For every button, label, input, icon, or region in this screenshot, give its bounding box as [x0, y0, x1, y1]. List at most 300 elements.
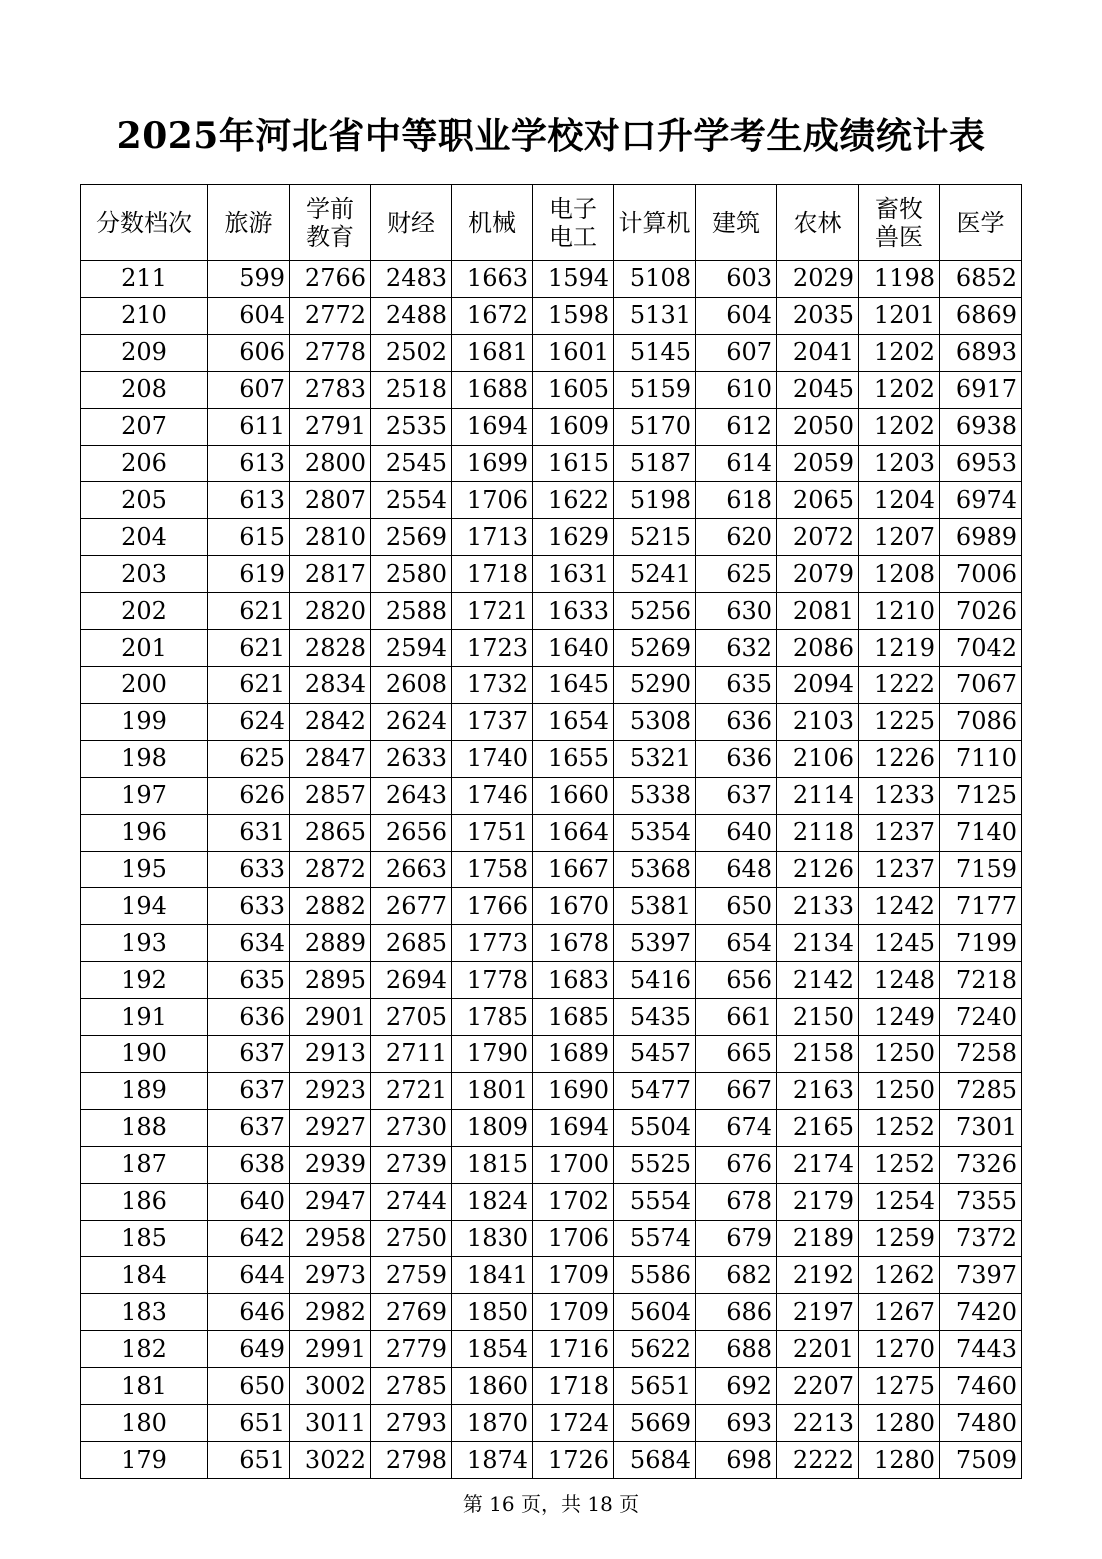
- count-cell: 1718: [452, 556, 533, 593]
- count-cell: 678: [696, 1183, 777, 1220]
- count-cell: 7355: [940, 1183, 1022, 1220]
- count-cell: 1609: [533, 408, 614, 445]
- score-level-cell: 210: [81, 297, 208, 334]
- count-cell: 2820: [290, 593, 371, 630]
- count-cell: 1801: [452, 1072, 533, 1109]
- score-level-cell: 196: [81, 814, 208, 851]
- table-row: [81, 371, 1022, 408]
- count-cell: 2991: [290, 1331, 371, 1368]
- count-cell: 1870: [452, 1405, 533, 1442]
- count-cell: 2050: [777, 408, 859, 445]
- count-cell: 2554: [371, 482, 452, 519]
- page-title: 2025年河北省中等职业学校对口升学考生成绩统计表: [116, 115, 986, 157]
- count-cell: 3011: [290, 1405, 371, 1442]
- score-level-cell: 202: [81, 593, 208, 630]
- table-row: [81, 556, 1022, 593]
- score-level-cell: 181: [81, 1368, 208, 1405]
- count-cell: 650: [696, 888, 777, 925]
- count-cell: 1688: [452, 371, 533, 408]
- count-cell: 682: [696, 1257, 777, 1294]
- table-row: [81, 999, 1022, 1036]
- count-cell: 2094: [777, 666, 859, 703]
- table-row: [81, 1331, 1022, 1368]
- count-cell: 1694: [452, 408, 533, 445]
- count-cell: 1726: [533, 1442, 614, 1479]
- count-cell: 1245: [859, 925, 940, 962]
- score-level-cell: 208: [81, 371, 208, 408]
- count-cell: 2739: [371, 1146, 452, 1183]
- count-cell: 638: [208, 1146, 290, 1183]
- count-cell: 2624: [371, 703, 452, 740]
- count-cell: 2939: [290, 1146, 371, 1183]
- count-cell: 2035: [777, 297, 859, 334]
- table-row: [81, 445, 1022, 482]
- column-header-architecture: 建筑: [696, 185, 777, 261]
- count-cell: 1841: [452, 1257, 533, 1294]
- count-cell: 642: [208, 1220, 290, 1257]
- score-level-cell: 185: [81, 1220, 208, 1257]
- count-cell: 2847: [290, 740, 371, 777]
- count-cell: 674: [696, 1109, 777, 1146]
- count-cell: 651: [208, 1442, 290, 1479]
- count-cell: 2772: [290, 297, 371, 334]
- count-cell: 1824: [452, 1183, 533, 1220]
- count-cell: 7177: [940, 888, 1022, 925]
- count-cell: 2114: [777, 777, 859, 814]
- count-cell: 692: [696, 1368, 777, 1405]
- count-cell: 7042: [940, 630, 1022, 667]
- count-cell: 5684: [614, 1442, 696, 1479]
- count-cell: 2958: [290, 1220, 371, 1257]
- score-level-cell: 191: [81, 999, 208, 1036]
- column-header-tourism: 旅游: [208, 185, 290, 261]
- count-cell: 7125: [940, 777, 1022, 814]
- count-cell: 2923: [290, 1072, 371, 1109]
- count-cell: 1785: [452, 999, 533, 1036]
- count-cell: 7006: [940, 556, 1022, 593]
- count-cell: 5215: [614, 519, 696, 556]
- count-cell: 619: [208, 556, 290, 593]
- count-cell: 2857: [290, 777, 371, 814]
- count-cell: 2502: [371, 334, 452, 371]
- count-cell: 2778: [290, 334, 371, 371]
- count-cell: 2029: [777, 261, 859, 298]
- count-cell: 2817: [290, 556, 371, 593]
- table-row: [81, 630, 1022, 667]
- count-cell: 2721: [371, 1072, 452, 1109]
- count-cell: 1219: [859, 630, 940, 667]
- count-cell: 1207: [859, 519, 940, 556]
- score-level-cell: 211: [81, 261, 208, 298]
- count-cell: 2072: [777, 519, 859, 556]
- count-cell: 1633: [533, 593, 614, 630]
- count-cell: 635: [208, 962, 290, 999]
- count-cell: 1248: [859, 962, 940, 999]
- count-cell: 1655: [533, 740, 614, 777]
- count-cell: 624: [208, 703, 290, 740]
- count-cell: 2901: [290, 999, 371, 1036]
- count-cell: 661: [696, 999, 777, 1036]
- count-cell: 5525: [614, 1146, 696, 1183]
- count-cell: 2588: [371, 593, 452, 630]
- count-cell: 6953: [940, 445, 1022, 482]
- count-cell: 2769: [371, 1294, 452, 1331]
- count-cell: 1622: [533, 482, 614, 519]
- count-cell: 1690: [533, 1072, 614, 1109]
- score-level-cell: 204: [81, 519, 208, 556]
- count-cell: 665: [696, 1036, 777, 1073]
- count-cell: 1204: [859, 482, 940, 519]
- count-cell: 1766: [452, 888, 533, 925]
- count-cell: 2081: [777, 593, 859, 630]
- count-cell: 2677: [371, 888, 452, 925]
- count-cell: 2828: [290, 630, 371, 667]
- column-header-electronics: 电子 电工: [533, 185, 614, 261]
- count-cell: 676: [696, 1146, 777, 1183]
- table-row: [81, 408, 1022, 445]
- count-cell: 2711: [371, 1036, 452, 1073]
- count-cell: 7285: [940, 1072, 1022, 1109]
- score-level-cell: 205: [81, 482, 208, 519]
- count-cell: 5187: [614, 445, 696, 482]
- count-cell: 1210: [859, 593, 940, 630]
- count-cell: 2142: [777, 962, 859, 999]
- count-cell: 1645: [533, 666, 614, 703]
- count-cell: 2882: [290, 888, 371, 925]
- count-cell: 2065: [777, 482, 859, 519]
- count-cell: 610: [696, 371, 777, 408]
- count-cell: 2608: [371, 666, 452, 703]
- score-level-cell: 203: [81, 556, 208, 593]
- score-level-cell: 182: [81, 1331, 208, 1368]
- count-cell: 7460: [940, 1368, 1022, 1405]
- count-cell: 2807: [290, 482, 371, 519]
- count-cell: 626: [208, 777, 290, 814]
- column-header-machinery: 机械: [452, 185, 533, 261]
- count-cell: 1664: [533, 814, 614, 851]
- count-cell: 1751: [452, 814, 533, 851]
- count-cell: 2103: [777, 703, 859, 740]
- table-row: [81, 888, 1022, 925]
- count-cell: 2656: [371, 814, 452, 851]
- count-cell: 1280: [859, 1442, 940, 1479]
- count-cell: 2759: [371, 1257, 452, 1294]
- count-cell: 2594: [371, 630, 452, 667]
- count-cell: 1267: [859, 1294, 940, 1331]
- count-cell: 637: [208, 1072, 290, 1109]
- count-cell: 630: [696, 593, 777, 630]
- count-cell: 2545: [371, 445, 452, 482]
- count-cell: 2810: [290, 519, 371, 556]
- table-row: [81, 1368, 1022, 1405]
- count-cell: 611: [208, 408, 290, 445]
- count-cell: 1685: [533, 999, 614, 1036]
- count-cell: 631: [208, 814, 290, 851]
- count-cell: 615: [208, 519, 290, 556]
- count-cell: 2535: [371, 408, 452, 445]
- count-cell: 599: [208, 261, 290, 298]
- table-row: [81, 1072, 1022, 1109]
- score-level-cell: 209: [81, 334, 208, 371]
- count-cell: 2663: [371, 851, 452, 888]
- count-cell: 656: [696, 962, 777, 999]
- count-cell: 2086: [777, 630, 859, 667]
- count-cell: 635: [696, 666, 777, 703]
- count-cell: 2779: [371, 1331, 452, 1368]
- count-cell: 2785: [371, 1368, 452, 1405]
- count-cell: 2744: [371, 1183, 452, 1220]
- count-cell: 1809: [452, 1109, 533, 1146]
- count-cell: 1694: [533, 1109, 614, 1146]
- table-row: [81, 851, 1022, 888]
- count-cell: 1778: [452, 962, 533, 999]
- count-cell: 1709: [533, 1294, 614, 1331]
- count-cell: 6917: [940, 371, 1022, 408]
- count-cell: 2133: [777, 888, 859, 925]
- table-row: [81, 593, 1022, 630]
- count-cell: 1718: [533, 1368, 614, 1405]
- count-cell: 2488: [371, 297, 452, 334]
- count-cell: 1702: [533, 1183, 614, 1220]
- count-cell: 1700: [533, 1146, 614, 1183]
- count-cell: 5354: [614, 814, 696, 851]
- count-cell: 1202: [859, 371, 940, 408]
- count-cell: 7326: [940, 1146, 1022, 1183]
- count-cell: 5574: [614, 1220, 696, 1257]
- count-cell: 633: [208, 851, 290, 888]
- score-level-cell: 197: [81, 777, 208, 814]
- count-cell: 2793: [371, 1405, 452, 1442]
- count-cell: 2126: [777, 851, 859, 888]
- score-level-cell: 193: [81, 925, 208, 962]
- count-cell: 2163: [777, 1072, 859, 1109]
- count-cell: 7509: [940, 1442, 1022, 1479]
- count-cell: 5321: [614, 740, 696, 777]
- count-cell: 2842: [290, 703, 371, 740]
- count-cell: 1746: [452, 777, 533, 814]
- count-cell: 1601: [533, 334, 614, 371]
- count-cell: 2643: [371, 777, 452, 814]
- table-row: [81, 1183, 1022, 1220]
- count-cell: 632: [696, 630, 777, 667]
- count-cell: 5108: [614, 261, 696, 298]
- table-row: [81, 1405, 1022, 1442]
- count-cell: 1672: [452, 297, 533, 334]
- score-level-cell: 179: [81, 1442, 208, 1479]
- count-cell: 636: [208, 999, 290, 1036]
- count-cell: 2798: [371, 1442, 452, 1479]
- column-header-medicine: 医学: [940, 185, 1022, 261]
- count-cell: 5131: [614, 297, 696, 334]
- count-cell: 693: [696, 1405, 777, 1442]
- table-body: [81, 261, 1022, 1479]
- count-cell: 637: [208, 1109, 290, 1146]
- table-row: [81, 1146, 1022, 1183]
- count-cell: 644: [208, 1257, 290, 1294]
- count-cell: 1670: [533, 888, 614, 925]
- count-cell: 5554: [614, 1183, 696, 1220]
- table-header-row: [81, 185, 1022, 261]
- count-cell: 2982: [290, 1294, 371, 1331]
- count-cell: 607: [696, 334, 777, 371]
- count-cell: 7218: [940, 962, 1022, 999]
- count-cell: 606: [208, 334, 290, 371]
- count-cell: 640: [208, 1183, 290, 1220]
- count-cell: 1270: [859, 1331, 940, 1368]
- count-cell: 633: [208, 888, 290, 925]
- count-cell: 1709: [533, 1257, 614, 1294]
- count-cell: 1203: [859, 445, 940, 482]
- table-row: [81, 962, 1022, 999]
- score-level-cell: 186: [81, 1183, 208, 1220]
- score-level-cell: 183: [81, 1294, 208, 1331]
- count-cell: 1252: [859, 1109, 940, 1146]
- count-cell: 5622: [614, 1331, 696, 1368]
- count-cell: 1615: [533, 445, 614, 482]
- count-cell: 1850: [452, 1294, 533, 1331]
- column-header-score-level: 分数档次: [81, 185, 208, 261]
- count-cell: 2483: [371, 261, 452, 298]
- count-cell: 613: [208, 482, 290, 519]
- count-cell: 2207: [777, 1368, 859, 1405]
- count-cell: 5397: [614, 925, 696, 962]
- count-cell: 5457: [614, 1036, 696, 1073]
- count-cell: 5338: [614, 777, 696, 814]
- count-cell: 2192: [777, 1257, 859, 1294]
- count-cell: 620: [696, 519, 777, 556]
- score-level-cell: 206: [81, 445, 208, 482]
- count-cell: 1252: [859, 1146, 940, 1183]
- count-cell: 5416: [614, 962, 696, 999]
- count-cell: 2189: [777, 1220, 859, 1257]
- count-cell: 1201: [859, 297, 940, 334]
- count-cell: 7067: [940, 666, 1022, 703]
- count-cell: 6869: [940, 297, 1022, 334]
- count-cell: 649: [208, 1331, 290, 1368]
- count-cell: 2927: [290, 1109, 371, 1146]
- count-cell: 2800: [290, 445, 371, 482]
- count-cell: 2118: [777, 814, 859, 851]
- count-cell: 640: [696, 814, 777, 851]
- count-cell: 1226: [859, 740, 940, 777]
- score-level-cell: 184: [81, 1257, 208, 1294]
- column-header-computer: 计算机: [614, 185, 696, 261]
- count-cell: 679: [696, 1220, 777, 1257]
- count-cell: 7159: [940, 851, 1022, 888]
- count-cell: 7140: [940, 814, 1022, 851]
- score-level-cell: 198: [81, 740, 208, 777]
- count-cell: 1237: [859, 814, 940, 851]
- count-cell: 2685: [371, 925, 452, 962]
- count-cell: 613: [208, 445, 290, 482]
- count-cell: 2783: [290, 371, 371, 408]
- count-cell: 5477: [614, 1072, 696, 1109]
- table-row: [81, 1294, 1022, 1331]
- table-row: [81, 703, 1022, 740]
- count-cell: 1678: [533, 925, 614, 962]
- count-cell: 1250: [859, 1036, 940, 1073]
- count-cell: 5269: [614, 630, 696, 667]
- count-cell: 621: [208, 666, 290, 703]
- count-cell: 2730: [371, 1109, 452, 1146]
- table-row: [81, 814, 1022, 851]
- count-cell: 698: [696, 1442, 777, 1479]
- column-header-veterinary: 畜牧 兽医: [859, 185, 940, 261]
- count-cell: 7258: [940, 1036, 1022, 1073]
- score-level-cell: 180: [81, 1405, 208, 1442]
- count-cell: 5368: [614, 851, 696, 888]
- count-cell: 5170: [614, 408, 696, 445]
- count-cell: 7110: [940, 740, 1022, 777]
- table-row: [81, 519, 1022, 556]
- count-cell: 2889: [290, 925, 371, 962]
- count-cell: 2222: [777, 1442, 859, 1479]
- count-cell: 2213: [777, 1405, 859, 1442]
- count-cell: 5651: [614, 1368, 696, 1405]
- count-cell: 2158: [777, 1036, 859, 1073]
- count-cell: 7026: [940, 593, 1022, 630]
- count-cell: 5669: [614, 1405, 696, 1442]
- count-cell: 2150: [777, 999, 859, 1036]
- count-cell: 5381: [614, 888, 696, 925]
- count-cell: 1773: [452, 925, 533, 962]
- count-cell: 634: [208, 925, 290, 962]
- count-cell: 1724: [533, 1405, 614, 1442]
- count-cell: 7301: [940, 1109, 1022, 1146]
- table-row: [81, 1257, 1022, 1294]
- count-cell: 6974: [940, 482, 1022, 519]
- count-cell: 1854: [452, 1331, 533, 1368]
- score-level-cell: 188: [81, 1109, 208, 1146]
- count-cell: 650: [208, 1368, 290, 1405]
- count-cell: 5256: [614, 593, 696, 630]
- count-cell: 2179: [777, 1183, 859, 1220]
- count-cell: 637: [696, 777, 777, 814]
- table-row: [81, 1036, 1022, 1073]
- count-cell: 636: [696, 703, 777, 740]
- count-cell: 1259: [859, 1220, 940, 1257]
- count-cell: 614: [696, 445, 777, 482]
- score-level-cell: 195: [81, 851, 208, 888]
- count-cell: 1830: [452, 1220, 533, 1257]
- count-cell: 5308: [614, 703, 696, 740]
- score-level-cell: 189: [81, 1072, 208, 1109]
- count-cell: 688: [696, 1331, 777, 1368]
- count-cell: 607: [208, 371, 290, 408]
- score-level-cell: 190: [81, 1036, 208, 1073]
- count-cell: 7397: [940, 1257, 1022, 1294]
- count-cell: 1242: [859, 888, 940, 925]
- count-cell: 646: [208, 1294, 290, 1331]
- count-cell: 2791: [290, 408, 371, 445]
- count-cell: 1660: [533, 777, 614, 814]
- count-cell: 2750: [371, 1220, 452, 1257]
- count-cell: 1202: [859, 408, 940, 445]
- count-cell: 1605: [533, 371, 614, 408]
- count-cell: 1681: [452, 334, 533, 371]
- count-cell: 1737: [452, 703, 533, 740]
- count-cell: 7199: [940, 925, 1022, 962]
- count-cell: 2973: [290, 1257, 371, 1294]
- count-cell: 1790: [452, 1036, 533, 1073]
- count-cell: 2569: [371, 519, 452, 556]
- count-cell: 1740: [452, 740, 533, 777]
- count-cell: 2766: [290, 261, 371, 298]
- count-cell: 7372: [940, 1220, 1022, 1257]
- count-cell: 2045: [777, 371, 859, 408]
- score-level-cell: 187: [81, 1146, 208, 1183]
- count-cell: 1631: [533, 556, 614, 593]
